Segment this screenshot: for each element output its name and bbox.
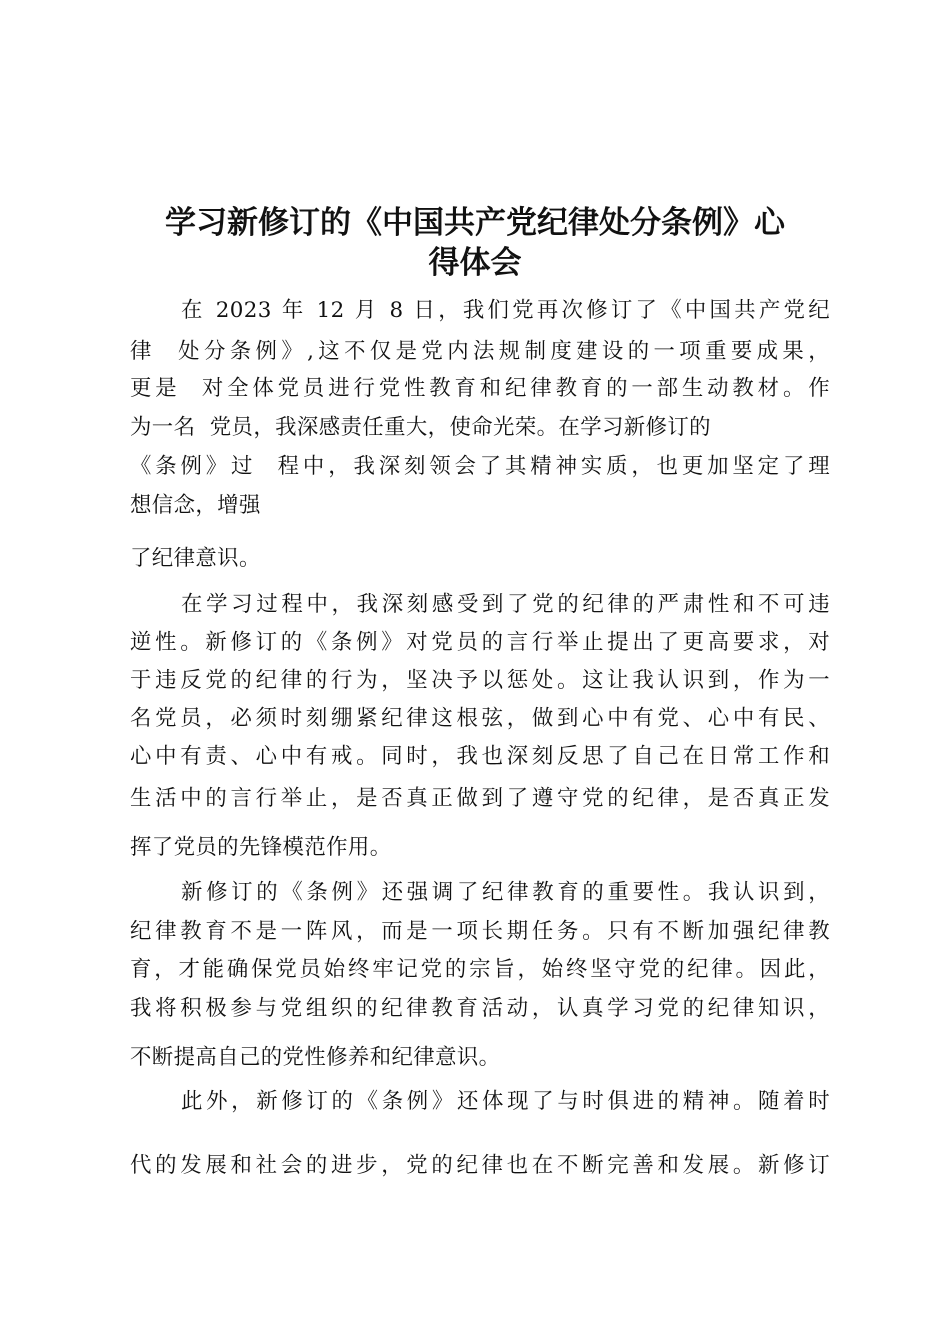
paragraph-line: 不断提高自己的党性修养和纪律意识。	[130, 1045, 501, 1070]
document-title-line-2: 得体会	[428, 245, 522, 281]
paragraph-line: 在 2023 年 12 月 8 日，我们党再次修订了《中国共产党纪	[181, 298, 830, 323]
paragraph-line: 为一名 党员，我深感责任重大，使命光荣。在学习新修订的	[130, 415, 711, 440]
paragraph-line: 心中有责、心中有戒。同时，我也深刻反思了自己在日常工作和	[130, 744, 830, 769]
paragraph-line: 育，才能确保党员始终牢记党的宗旨，始终坚守党的纪律。因此，	[130, 957, 830, 982]
paragraph-line: 了纪律意识。	[130, 546, 261, 571]
paragraph-line: 挥了党员的先锋模范作用。	[130, 835, 392, 860]
paragraph-line: 想信念，增强	[130, 493, 261, 518]
document-title-line-1: 学习新修订的《中国共产党纪律处分条例》心	[165, 205, 785, 241]
paragraph-line: 名党员，必须时刻绷紧纪律这根弦，做到心中有党、心中有民、	[130, 706, 830, 731]
paragraph-line: 此外，新修订的《条例》还体现了与时俱进的精神。随着时	[181, 1089, 830, 1114]
paragraph-line: 代的发展和社会的进步，党的纪律也在不断完善和发展。新修订	[130, 1153, 830, 1178]
paragraph-line: 更是 对全体党员进行党性教育和纪律教育的一部生动教材。作	[130, 376, 830, 401]
paragraph-line: 逆性。新修订的《条例》对党员的言行举止提出了更高要求，对	[130, 630, 830, 655]
paragraph-line: 纪律教育不是一阵风，而是一项长期任务。只有不断加强纪律教	[130, 919, 830, 944]
paragraph-line: 生活中的言行举止，是否真正做到了遵守党的纪律，是否真正发	[130, 786, 830, 811]
paragraph-line: 律 处分条例》,这不仅是党内法规制度建设的一项重要成果，	[130, 339, 830, 364]
paragraph-line: 新修订的《条例》还强调了纪律教育的重要性。我认识到，	[181, 880, 830, 905]
paragraph-line: 于违反党的纪律的行为，坚决予以惩处。这让我认识到，作为一	[130, 668, 830, 693]
paragraph-line: 在学习过程中，我深刻感受到了党的纪律的严肃性和不可违	[181, 592, 830, 617]
paragraph-line: 《条例》过 程中，我深刻领会了其精神实质，也更加坚定了理	[130, 454, 830, 479]
paragraph-line: 我将积极参与党组织的纪律教育活动，认真学习党的纪律知识，	[130, 996, 830, 1021]
